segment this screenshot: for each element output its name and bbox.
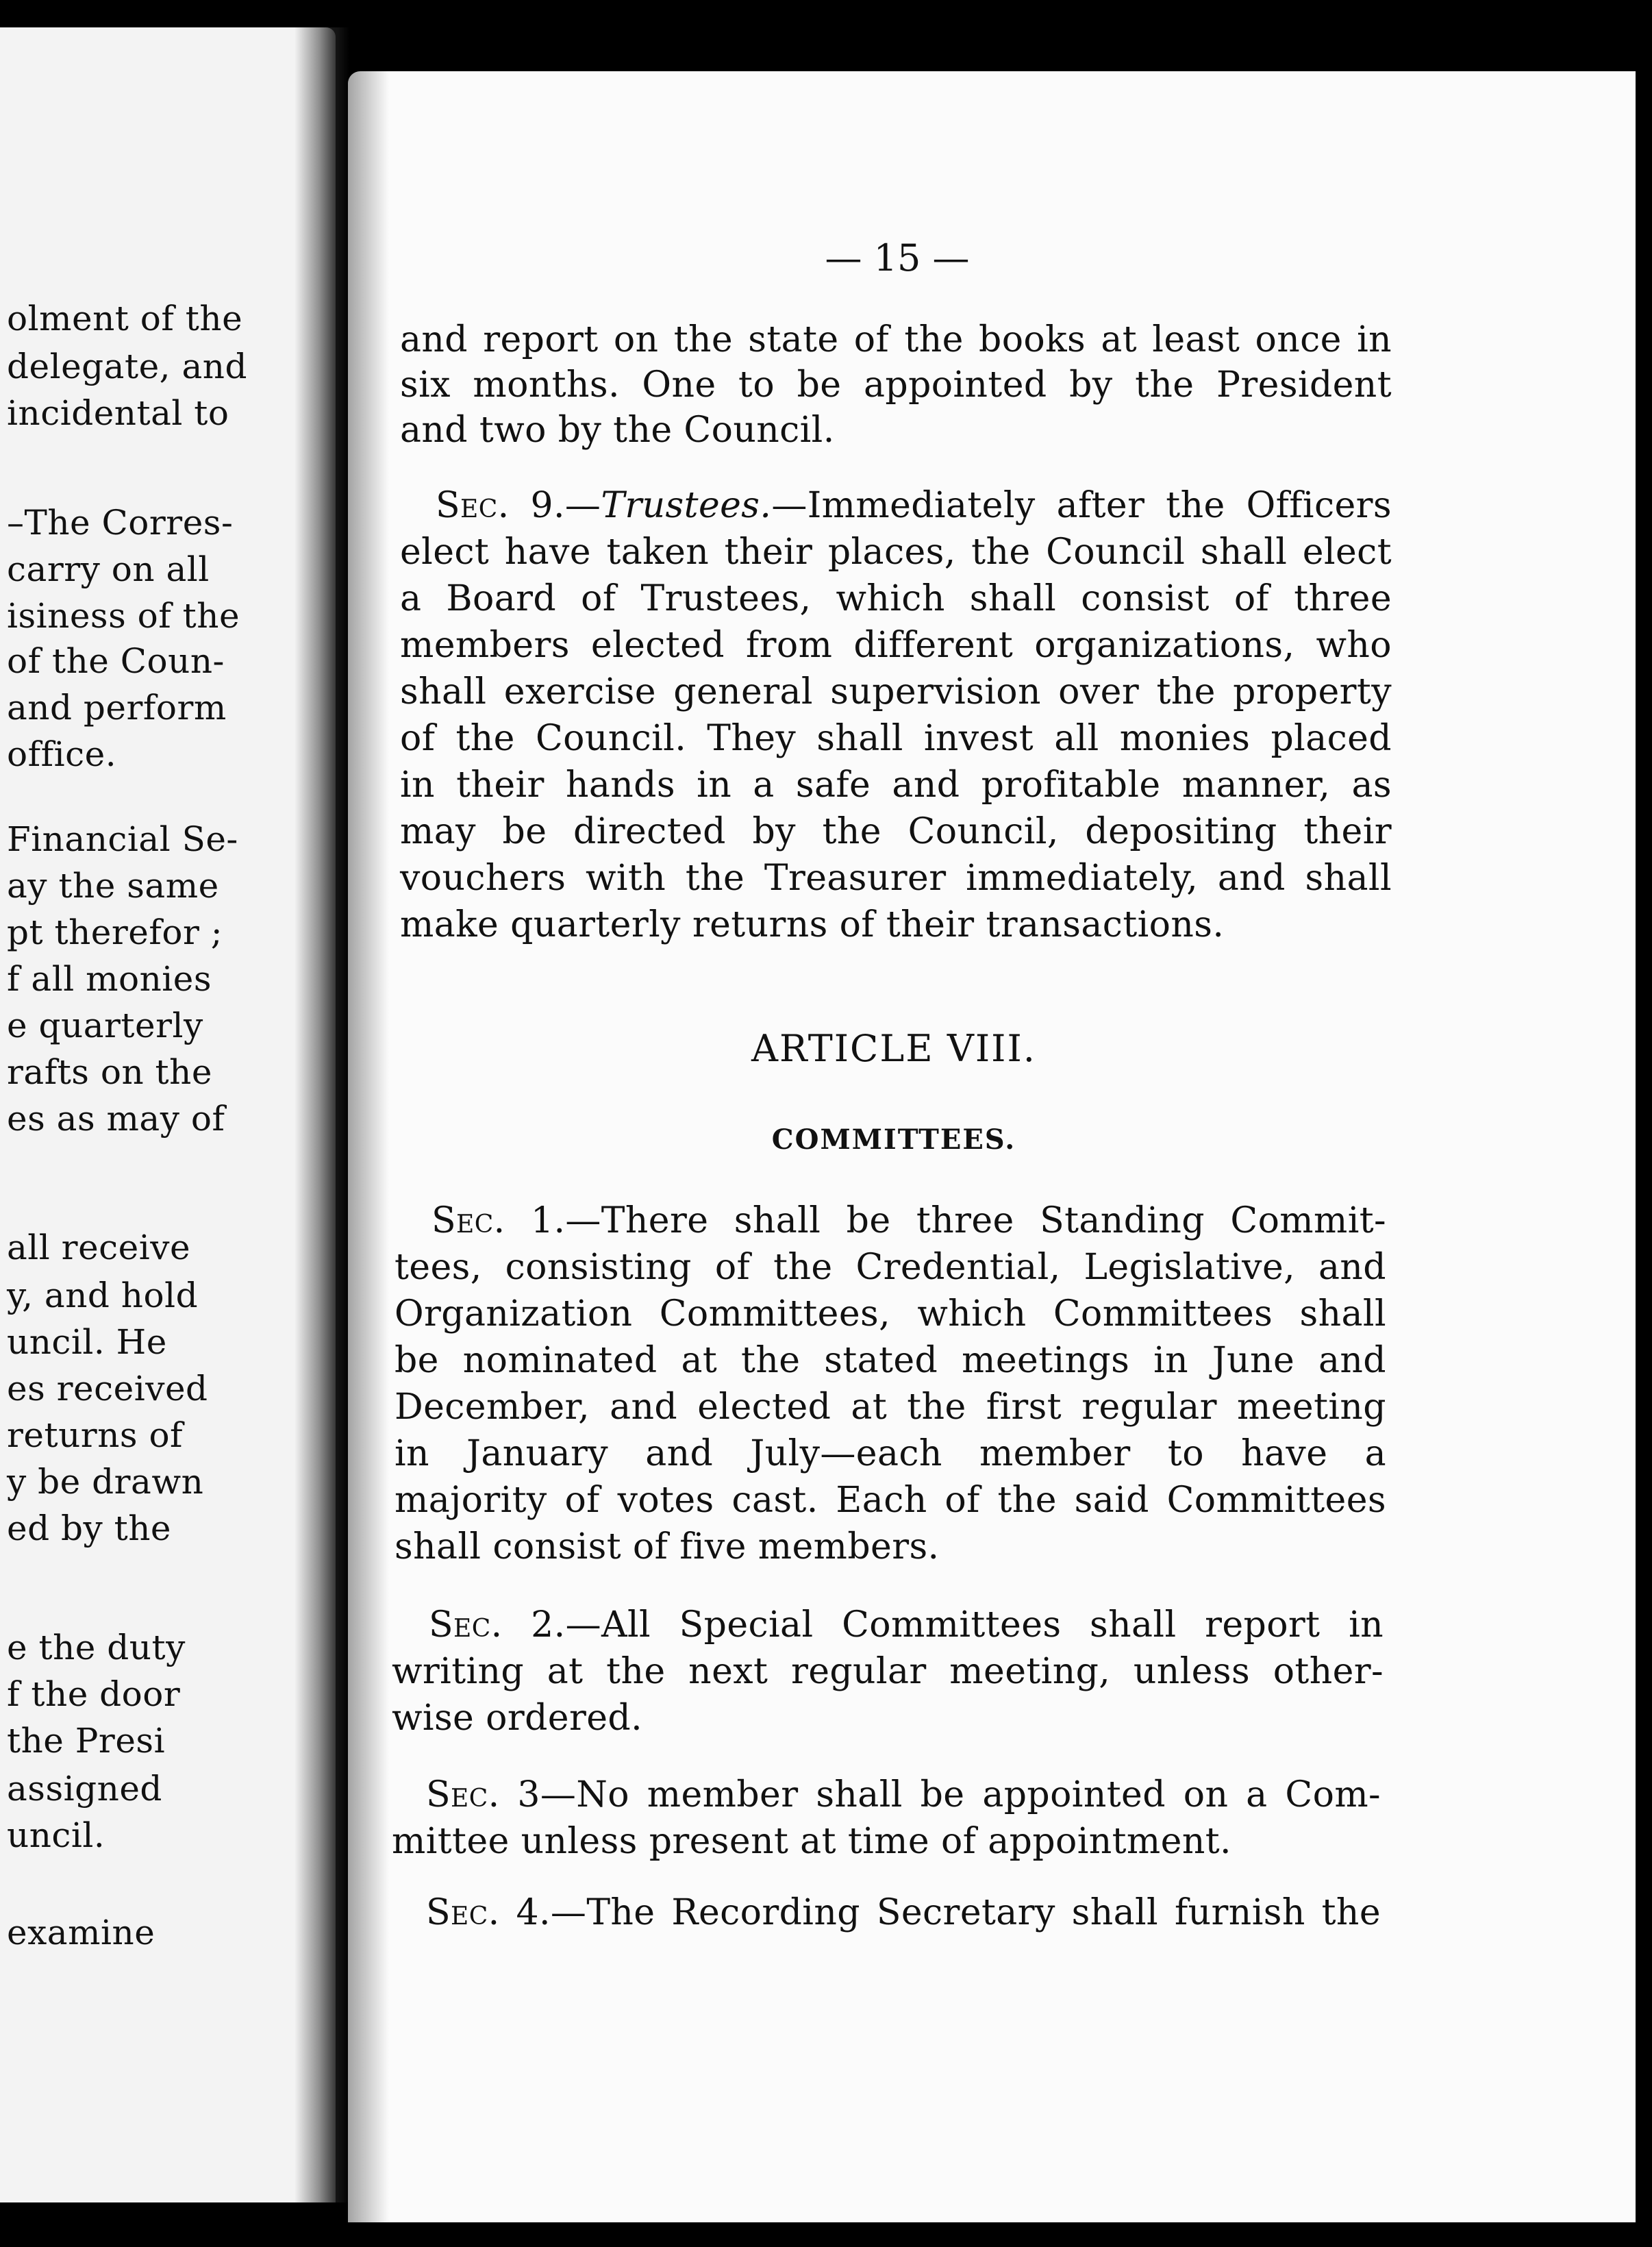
section-label: Sec. 1. bbox=[431, 1200, 566, 1241]
left-line: rafts on the bbox=[7, 1052, 212, 1092]
body-line: elect have taken their places, the Council shall elect bbox=[400, 532, 1392, 573]
left-line: olment of the bbox=[7, 299, 243, 338]
section-label: Sec. 3 bbox=[426, 1774, 540, 1815]
body-line: members elected from different organizations, who bbox=[400, 625, 1392, 666]
left-line: of the Coun- bbox=[7, 641, 225, 681]
left-line: Financial Se- bbox=[7, 819, 238, 859]
body-line: six months. One to be appointed by the President bbox=[400, 364, 1392, 406]
left-line: isiness of the bbox=[7, 596, 240, 636]
body-line: of the Council. They shall invest all monies placed bbox=[400, 718, 1392, 759]
body-line: vouchers with the Treasurer immediately, and shall bbox=[400, 858, 1392, 899]
left-line: –The Corres- bbox=[7, 503, 234, 543]
section-text: —Immediately after the Officers bbox=[771, 485, 1392, 526]
left-page bbox=[0, 27, 336, 2202]
left-line: incidental to bbox=[7, 393, 229, 433]
left-line: ay the same bbox=[7, 866, 219, 906]
body-line: in their hands in a safe and profitable manner, as bbox=[400, 765, 1392, 806]
body-line: Organization Committees, which Committees shall bbox=[395, 1293, 1386, 1334]
section-label: Sec. 2. bbox=[429, 1604, 566, 1646]
body-line: shall exercise general supervision over the property bbox=[400, 671, 1392, 712]
section-2-first-line bbox=[429, 1604, 1384, 1646]
left-line: es as may of bbox=[7, 1099, 225, 1139]
section-label: Sec. 4. bbox=[426, 1892, 551, 1933]
body-line: in January and July—each member to have a bbox=[395, 1433, 1386, 1474]
page-number: — 15 — bbox=[825, 236, 970, 280]
section-label: Sec. 9.— bbox=[436, 485, 601, 526]
left-line: and perform bbox=[7, 688, 227, 728]
left-line: delegate, and bbox=[7, 347, 247, 386]
left-line: e quarterly bbox=[7, 1006, 203, 1045]
left-line: carry on all bbox=[7, 549, 210, 589]
left-line: f all monies bbox=[7, 959, 212, 999]
section-text: —There shall be three Standing Commit- bbox=[565, 1200, 1387, 1241]
left-line: e the duty bbox=[7, 1628, 186, 1667]
left-line: uncil. bbox=[7, 1815, 105, 1855]
left-line: assigned bbox=[7, 1769, 162, 1809]
article-heading: ARTICLE VIII. bbox=[751, 1027, 1036, 1070]
section-1-first-line bbox=[431, 1200, 1387, 1241]
left-line: pt therefor ; bbox=[7, 913, 223, 952]
body-line: a Board of Trustees, which shall consist of three bbox=[400, 578, 1392, 619]
body-line: may be directed by the Council, depositing their bbox=[400, 811, 1392, 852]
section-text: —No member shall be appointed on a Com- bbox=[540, 1774, 1381, 1815]
section-9-first-line bbox=[436, 485, 1392, 526]
left-line: all receive bbox=[7, 1228, 191, 1267]
body-line: be nominated at the stated meetings in June and bbox=[395, 1340, 1386, 1381]
left-line: uncil. He bbox=[7, 1322, 167, 1362]
left-line: y, and hold bbox=[7, 1276, 199, 1315]
section-text: —The Recording Secretary shall furnish the bbox=[550, 1892, 1381, 1933]
section-4-first-line bbox=[426, 1892, 1381, 1933]
body-line: December, and elected at the first regular meeting bbox=[395, 1387, 1386, 1428]
left-line: f the door bbox=[7, 1674, 181, 1714]
left-line: examine bbox=[7, 1913, 155, 1952]
book-gutter-shadow bbox=[295, 27, 349, 2202]
left-line: es received bbox=[7, 1369, 208, 1408]
left-line: returns of bbox=[7, 1415, 184, 1455]
body-line: majority of votes cast. Each of the said Committees bbox=[395, 1480, 1386, 1521]
body-line: and report on the state of the books at least once in bbox=[400, 319, 1392, 360]
page-edge-shadow bbox=[348, 71, 389, 2222]
body-line: tees, consisting of the Credential, Legislative, and bbox=[395, 1247, 1386, 1288]
section-3-first-line bbox=[426, 1774, 1381, 1815]
left-line: ed by the bbox=[7, 1509, 172, 1548]
body-line: wise ordered. bbox=[392, 1698, 643, 1739]
body-line: and two by the Council. bbox=[400, 410, 835, 451]
body-line: shall consist of five members. bbox=[395, 1526, 940, 1567]
body-line: writing at the next regular meeting, unless other- bbox=[392, 1651, 1384, 1692]
left-line: office. bbox=[7, 734, 117, 774]
left-line: y be drawn bbox=[7, 1462, 204, 1502]
body-line: mittee unless present at time of appointment. bbox=[392, 1821, 1231, 1862]
article-subheading: COMMITTEES. bbox=[771, 1124, 1016, 1156]
body-line: make quarterly returns of their transactions. bbox=[400, 904, 1225, 945]
section-text: —All Special Committees shall report in bbox=[565, 1604, 1384, 1646]
left-line: the Presi bbox=[7, 1721, 166, 1761]
section-title: Trustees. bbox=[601, 485, 772, 526]
